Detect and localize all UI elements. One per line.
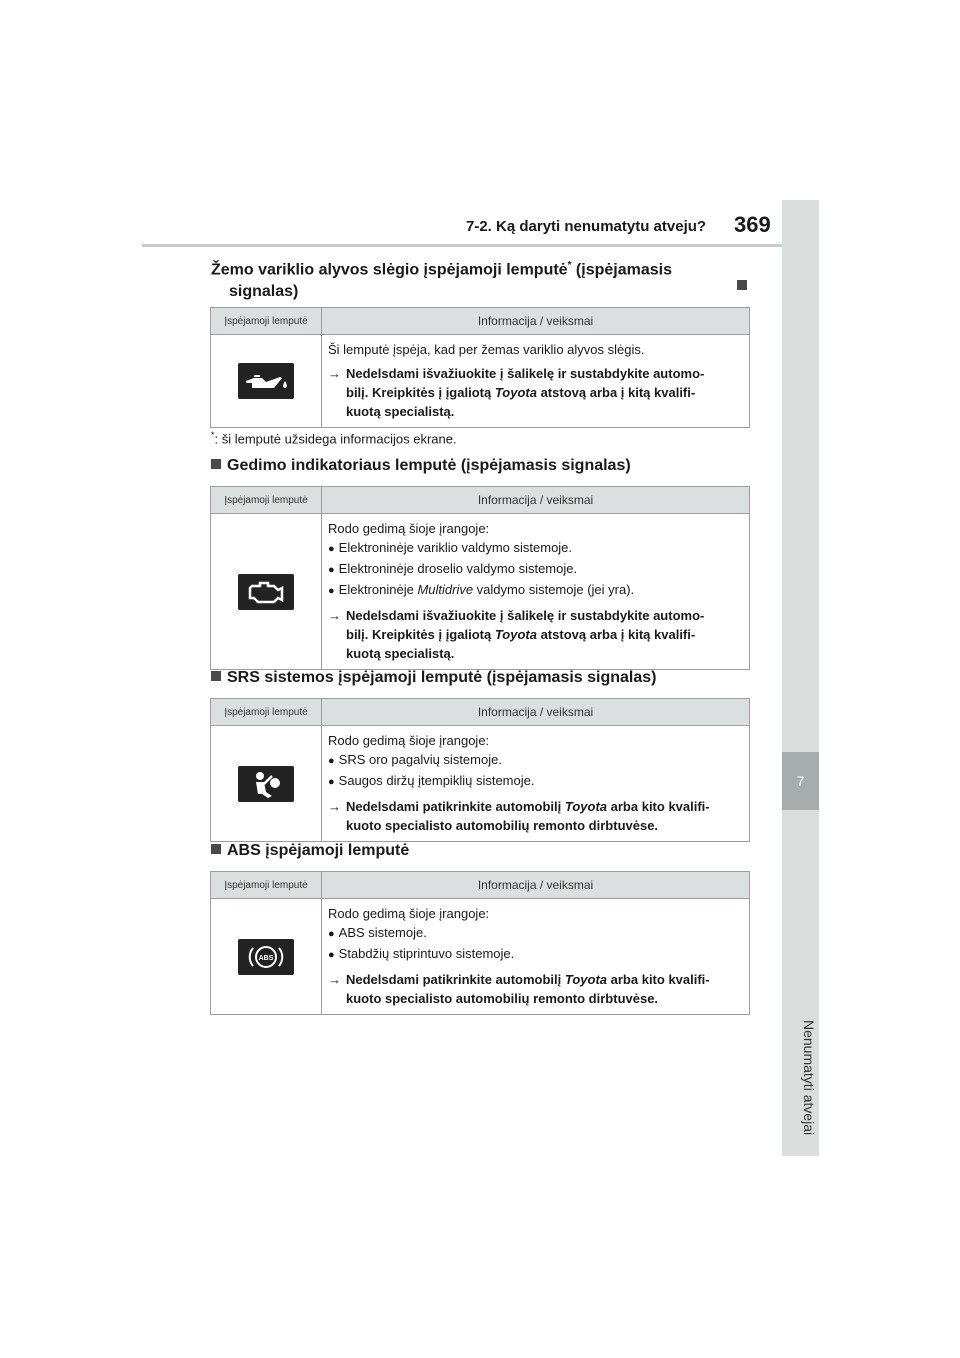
- col-header-info: Informacija / veiksmai: [322, 872, 750, 899]
- info-cell: [322, 335, 750, 428]
- action-text: → Nedelsdami išvažiuokite į šalikelę ir sustabdykite automo- bilį. Kreipkitės į įgaliotą Toyota atstovą arba į kitą kvalifi- kuotą specialistą.: [328, 366, 705, 419]
- info-bullet: ● Elektroninėje variklio valdymo sistemoje.: [328, 538, 743, 559]
- oil-pressure-icon: [238, 363, 294, 399]
- info-intro: Rodo gedimą šioje įrangoje:: [328, 521, 490, 536]
- info-cell: [322, 899, 750, 1015]
- col-header-info: Informacija / veiksmai: [322, 308, 750, 335]
- section-title-oil-pressure: Žemo variklio alyvos slėgio įspėjamoji lemputė* (įspėjamasis signalas): [211, 260, 672, 301]
- warning-table-abs: [210, 871, 750, 1015]
- warning-table-oil-pressure: [210, 307, 750, 428]
- section-header: 7-2. Ką daryti nenumatytu atveju?: [466, 218, 707, 235]
- col-header-lamp: Įspėjamoji lemputė: [211, 699, 322, 726]
- info-cell: [322, 514, 750, 670]
- info-bullet: ● SRS oro pagalvių sistemoje.: [328, 750, 743, 771]
- info-bullet: ● ABS sistemoje.: [328, 923, 743, 944]
- chapter-number: 7: [782, 752, 819, 810]
- svg-text:ABS: ABS: [258, 954, 274, 962]
- action-text: → Nedelsdami patikrinkite automobilį Toyota arba kito kvalifi- kuoto specialisto automobilių remonto dirbtuvėse.: [328, 799, 710, 833]
- section-title-srs: SRS sistemos įspėjamoji lemputė (įspėjamasis signalas): [211, 669, 657, 687]
- footnote: *: ši lemputė užsidega informacijos ekrane.: [211, 430, 457, 447]
- info-bullet: ● Saugos diržų įtempiklių sistemoje.: [328, 771, 743, 792]
- info-bullet: ● Elektroninėje droselio valdymo sistemoje.: [328, 559, 743, 580]
- col-header-info: Informacija / veiksmai: [322, 699, 750, 726]
- col-header-lamp: Įspėjamoji lemputė: [211, 308, 322, 335]
- info-intro: Ši lemputė įspėja, kad per žemas variklio alyvos slėgis.: [328, 342, 645, 357]
- col-header-info: Informacija / veiksmai: [322, 487, 750, 514]
- action-text: → Nedelsdami išvažiuokite į šalikelę ir sustabdykite automo- bilį. Kreipkitės į įgaliotą Toyota atstovą arba į kitą kvalifi- kuotą specialistą.: [328, 608, 705, 661]
- chapter-label: Nenumatyti atvejai: [801, 1020, 817, 1136]
- action-text: → Nedelsdami patikrinkite automobilį Toyota arba kito kvalifi- kuoto specialisto automobilių remonto dirbtuvėse.: [328, 972, 710, 1006]
- chapter-side-tab: [782, 200, 819, 1156]
- info-bullet: ● Stabdžių stiprintuvo sistemoje.: [328, 944, 743, 965]
- airbag-icon: [238, 766, 294, 802]
- engine-check-icon: [238, 574, 294, 610]
- col-header-lamp: Įspėjamoji lemputė: [211, 872, 322, 899]
- section-title-malfunction: Gedimo indikatoriaus lemputė (įspėjamasis signalas): [211, 457, 631, 475]
- page-number: 369: [734, 212, 771, 237]
- info-intro: Rodo gedimą šioje įrangoje:: [328, 733, 490, 748]
- col-header-lamp: Įspėjamoji lemputė: [211, 487, 322, 514]
- info-bullet: ● Elektroninėje Multidrive valdymo sistemoje (jei yra).: [328, 580, 743, 601]
- warning-table-malfunction: [210, 486, 750, 670]
- info-cell: [322, 726, 750, 842]
- section-title-abs: ABS įspėjamoji lemputė: [211, 842, 409, 860]
- abs-icon: [238, 939, 294, 975]
- section-end-marker: [737, 280, 747, 290]
- info-intro: Rodo gedimą šioje įrangoje:: [328, 906, 490, 921]
- warning-table-srs: [210, 698, 750, 842]
- header-divider: [142, 244, 782, 247]
